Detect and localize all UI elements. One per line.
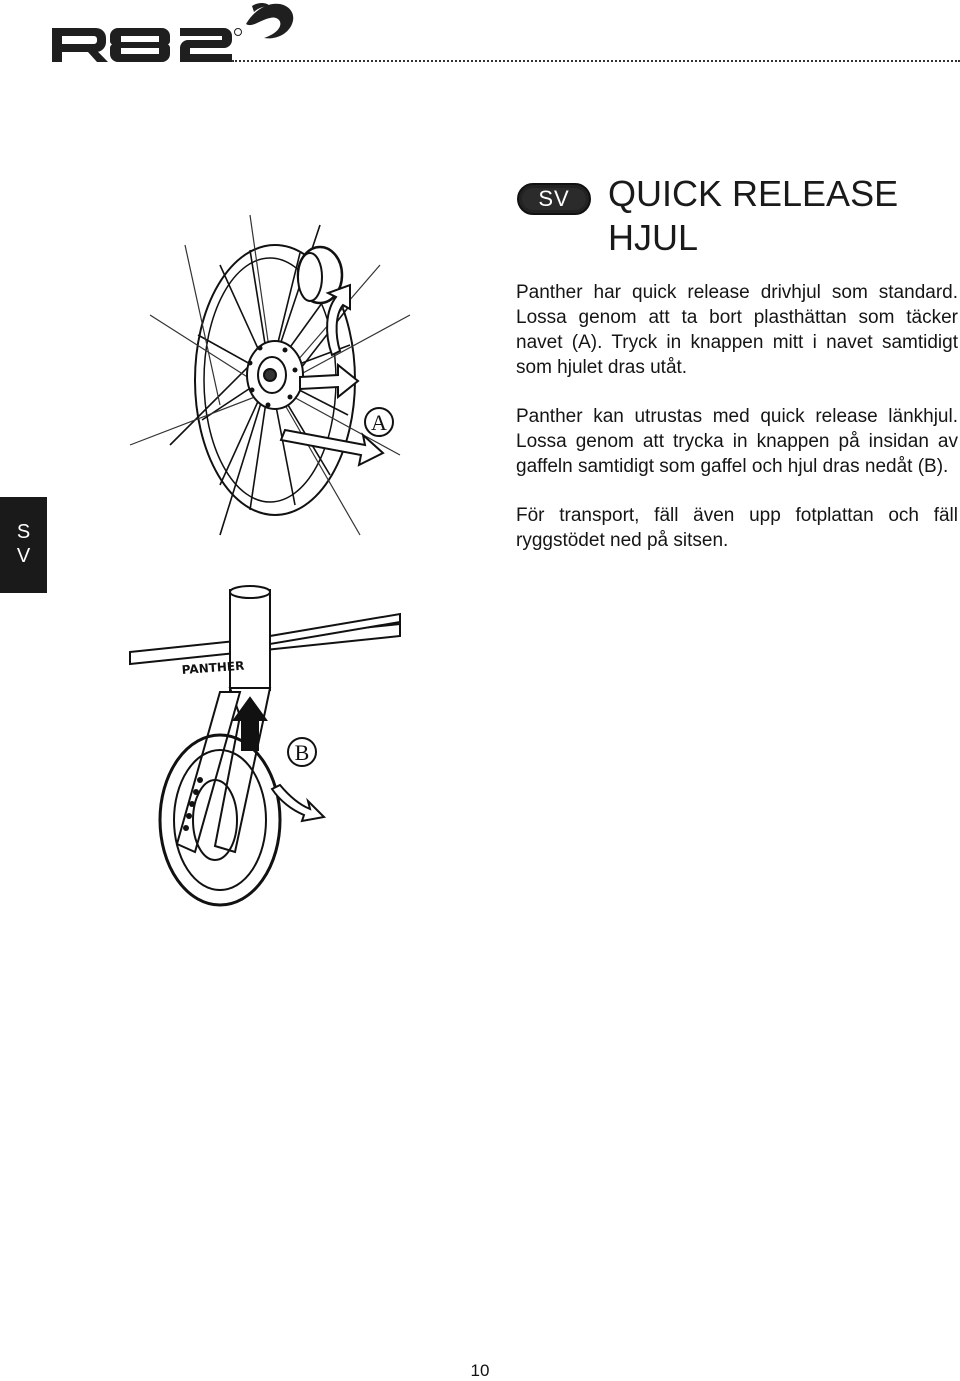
page-title-line-2: HJUL — [608, 217, 699, 258]
header-dotted-rule — [232, 60, 960, 62]
instructions-text — [516, 280, 958, 577]
figure-label-a: A — [364, 407, 394, 437]
figure-label-b: B — [287, 737, 317, 767]
page-title — [608, 172, 898, 260]
page-number: 10 — [470, 1361, 490, 1380]
registered-mark-icon — [235, 29, 242, 36]
side-tab-letter-1: S — [16, 521, 31, 543]
language-badge — [517, 183, 591, 215]
frame-brand-text: PANTHER — [181, 658, 245, 677]
r82-logo — [48, 2, 298, 68]
side-tab-letter-2: V — [16, 545, 31, 567]
drive-wheel-illustration — [110, 205, 510, 555]
paragraph-transport: För transport, fäll även upp fotplattan och fäll ryggstödet ned på sitsen. — [516, 505, 958, 551]
side-language-tab — [0, 497, 47, 593]
language-badge-label: SV — [522, 188, 586, 210]
paragraph-drive-wheel: Panther har quick release drivhjul som standard. Lossa genom att ta bort plasthättan som täcker navet (A). Tryck in knappen mitt i navet samtidigt som hjulet dras utåt. — [516, 282, 958, 378]
page-title-line-1: QUICK RELEASE — [608, 173, 899, 214]
paragraph-castor-wheel: Panther kan utrustas med quick release länkhjul. Lossa genom att trycka in knappen på insidan av gaffeln samtidigt som gaffel och hjul dras nedåt (B). — [516, 406, 958, 477]
castor-fork-illustration — [120, 580, 420, 915]
